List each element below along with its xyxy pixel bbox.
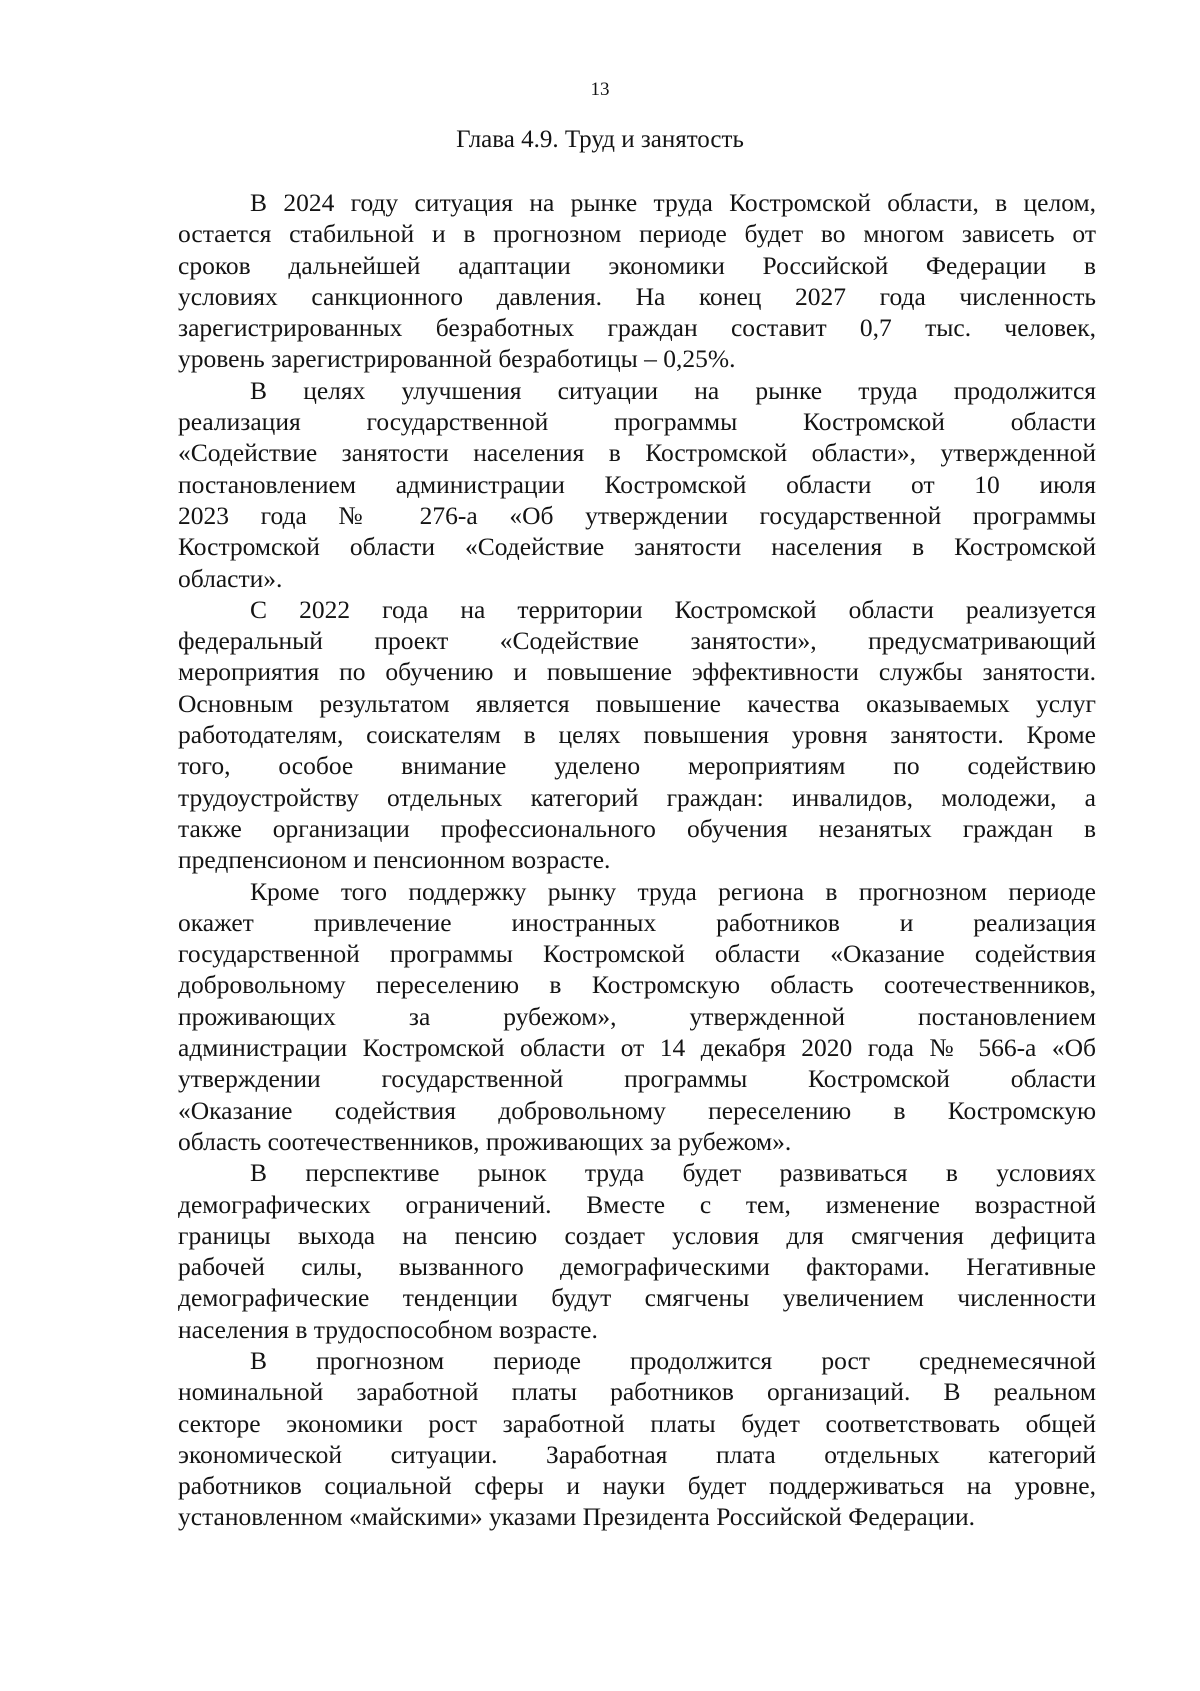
- paragraph-line: федеральный проект «Содействие занятости», предусматривающий: [178, 626, 1096, 656]
- paragraph-line: «Содействие занятости населения в Костромской области», утвержденной: [178, 438, 1096, 468]
- paragraph-line: демографических ограничений. Вместе с тем, изменение возрастной: [178, 1189, 1096, 1219]
- paragraph-line: установленном «майскими» указами Президента Российской Федерации.: [178, 1502, 976, 1532]
- paragraph-line: реализация государственной программы Костромской области: [178, 407, 1096, 437]
- body-text: [178, 187, 1096, 1533]
- paragraph-line: С 2022 года на территории Костромской области реализуется: [250, 594, 1096, 624]
- paragraph-line: область соотечественников, проживающих за рубежом».: [178, 1126, 792, 1156]
- paragraph: [178, 375, 1096, 594]
- paragraph-line: Кроме того поддержку рынку труда региона в прогнозном периоде: [250, 876, 1096, 906]
- paragraph-line: В 2024 году ситуация на рынке труда Костромской области, в целом,: [250, 188, 1096, 217]
- paragraph-line: работодателям, соискателям в целях повышения уровня занятости. Кроме: [178, 720, 1096, 750]
- paragraph-line: администрации Костромской области от 14 декабря 2020 года № 566-а «Об: [178, 1033, 1096, 1063]
- paragraph-line: Основным результатом является повышение качества оказываемых услуг: [178, 688, 1096, 718]
- paragraph: [178, 1345, 1096, 1533]
- paragraph-line: рабочей силы, вызванного демографическими факторами. Негативные: [178, 1252, 1096, 1282]
- paragraph-line: предпенсионом и пенсионном возрасте.: [178, 845, 611, 875]
- paragraph-line: экономической ситуации. Заработная плата отдельных категорий: [178, 1439, 1096, 1469]
- paragraph: [178, 187, 1096, 375]
- paragraph-line: также организации профессионального обучения незанятых граждан в: [178, 813, 1096, 843]
- paragraph: [178, 1157, 1096, 1345]
- paragraph-line: «Оказание содействия добровольному переселению в Костромскую: [178, 1095, 1096, 1125]
- paragraph-line: остается стабильной и в прогнозном периоде будет во многом зависеть от: [178, 219, 1096, 249]
- paragraph-line: В целях улучшения ситуации на рынке труда продолжится: [250, 375, 1096, 405]
- paragraph-line: добровольному переселению в Костромскую область соотечественников,: [178, 970, 1096, 1000]
- paragraph-line: того, особое внимание уделено мероприятиям по содействию: [178, 751, 1096, 781]
- paragraph: [178, 876, 1096, 1158]
- paragraph-line: зарегистрированных безработных граждан составит 0,7 тыс. человек,: [178, 313, 1096, 343]
- paragraph-line: В прогнозном периоде продолжится рост среднемесячной: [250, 1345, 1096, 1375]
- paragraph-line: номинальной заработной платы работников организаций. В реальном: [178, 1377, 1096, 1407]
- paragraph-line: 2023 года № 276-а «Об утверждении государственной программы: [178, 500, 1096, 530]
- paragraph-line: государственной программы Костромской области «Оказание содействия: [178, 939, 1096, 969]
- paragraph-line: проживающих за рубежом», утвержденной постановлением: [178, 1001, 1096, 1031]
- paragraph-line: уровень зарегистрированной безработицы – 0,25%.: [178, 344, 736, 374]
- page-number: 13: [590, 79, 610, 100]
- paragraph-line: постановлением администрации Костромской области от 10 июля: [178, 469, 1096, 499]
- paragraph-line: сроков дальнейшей адаптации экономики Российской Федерации в: [178, 250, 1096, 280]
- paragraph-line: окажет привлечение иностранных работников и реализация: [178, 907, 1096, 937]
- paragraph-line: утверждении государственной программы Костромской области: [178, 1064, 1096, 1094]
- paragraph-line: секторе экономики рост заработной платы будет соответствовать общей: [178, 1408, 1096, 1438]
- paragraph-line: условиях санкционного давления. На конец 2027 года численность: [178, 281, 1096, 311]
- paragraph: [178, 594, 1096, 876]
- paragraph-line: В перспективе рынок труда будет развиваться в условиях: [250, 1158, 1096, 1188]
- paragraph-line: демографические тенденции будут смягчены увеличением численности: [178, 1283, 1096, 1313]
- paragraph-line: границы выхода на пенсию создает условия для смягчения дефицита: [178, 1220, 1096, 1250]
- paragraph-line: трудоустройству отдельных категорий граждан: инвалидов, молодежи, а: [178, 782, 1096, 812]
- paragraph-line: мероприятия по обучению и повышение эффективности службы занятости.: [178, 657, 1096, 687]
- paragraph-line: работников социальной сферы и науки будет поддерживаться на уровне,: [178, 1471, 1096, 1501]
- paragraph-line: Костромской области «Содействие занятости населения в Костромской: [178, 532, 1096, 562]
- chapter-title: Глава 4.9. Труд и занятость: [456, 126, 744, 153]
- paragraph-line: населения в трудоспособном возрасте.: [178, 1314, 598, 1344]
- paragraph-line: области».: [178, 563, 283, 593]
